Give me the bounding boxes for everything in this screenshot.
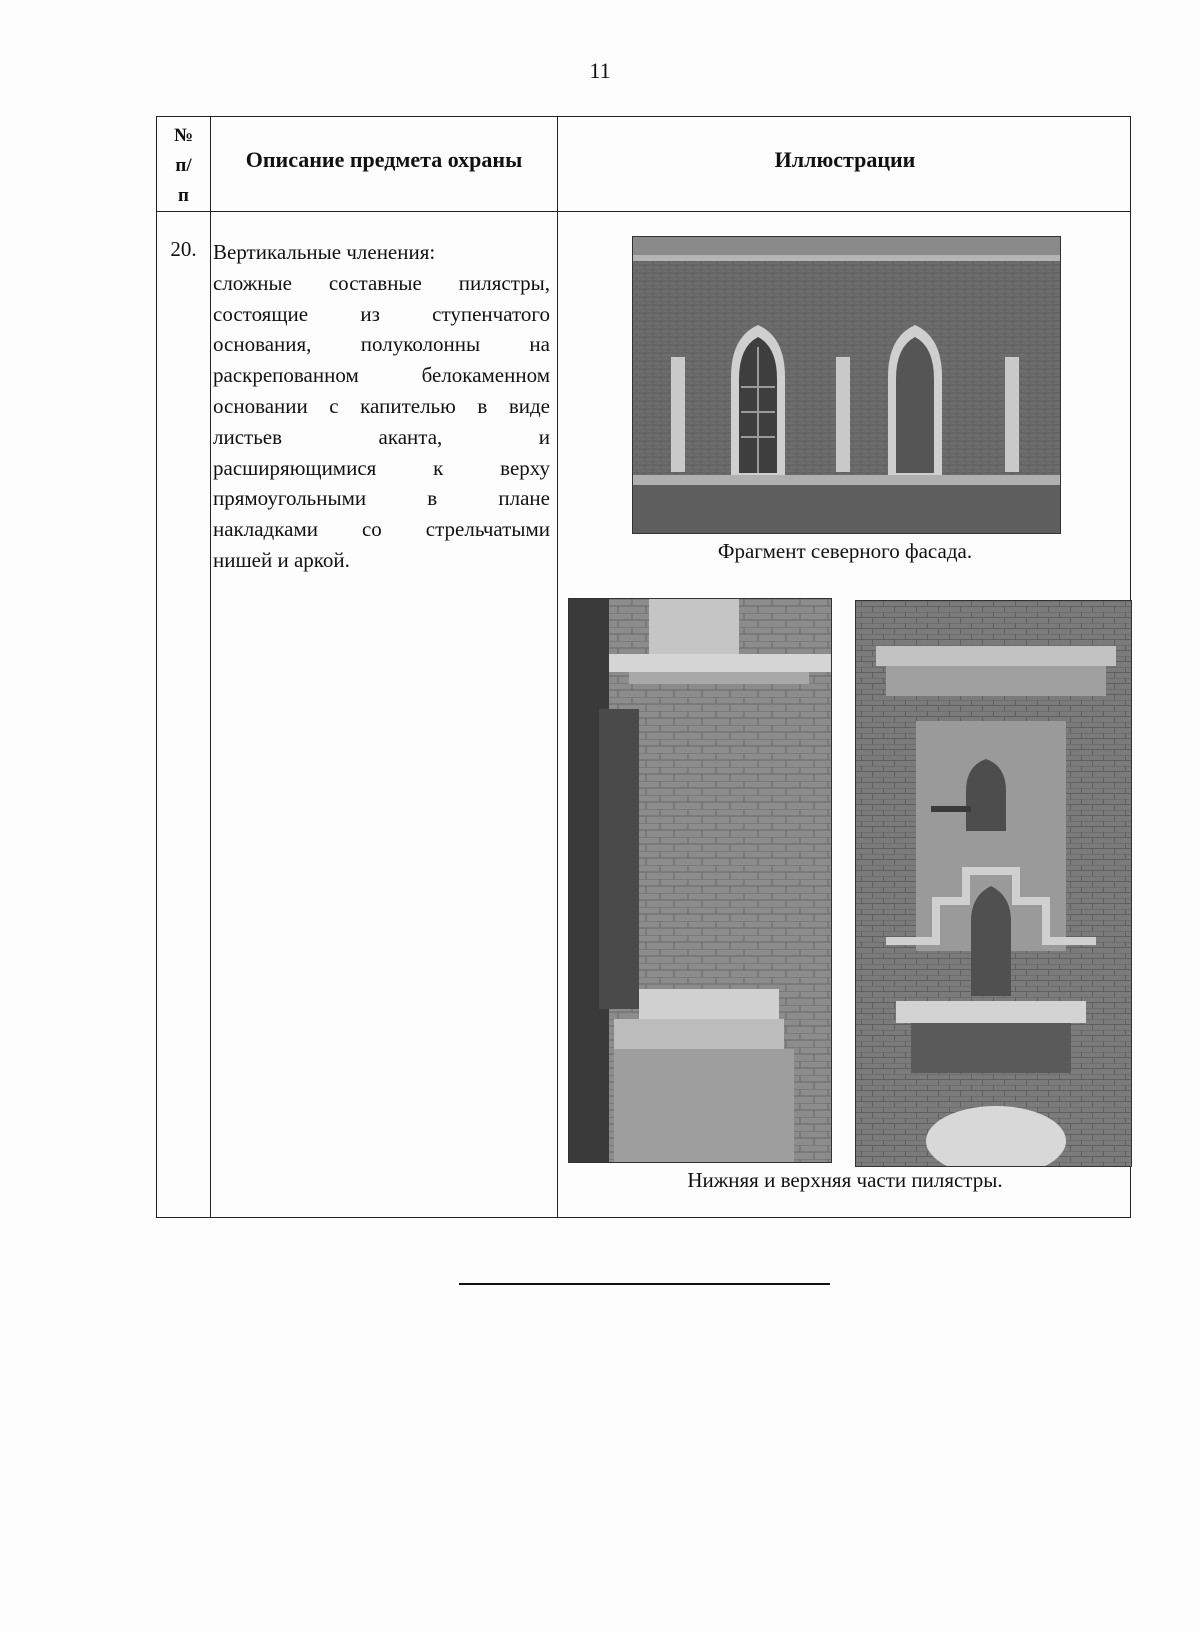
description-line: прямоугольными в плане: [213, 486, 550, 511]
description-line: состоящие из ступенчатого: [213, 301, 550, 326]
closing-rule: [459, 1283, 830, 1285]
header-divider: [157, 211, 1130, 212]
row-number: 20.: [170, 237, 197, 261]
description-line: основания, полуколонны на: [213, 332, 550, 357]
header-description: Описание предмета охраны: [245, 147, 523, 172]
description-line: расширяющимися к верху: [213, 455, 550, 480]
column-divider: [210, 117, 211, 1217]
header-illustrations: Иллюстрации: [774, 147, 916, 172]
header-number-line: п: [178, 185, 189, 206]
description-line: нишей и аркой.: [213, 547, 350, 572]
description-line: листьев аканта, и: [213, 424, 550, 449]
pilaster-caption: Нижняя и верхняя части пилястры.: [687, 1168, 1003, 1192]
description-line: сложные составные пилястры,: [213, 270, 550, 295]
protection-subject-table: [156, 116, 1131, 1218]
header-number-line: №: [173, 125, 194, 146]
north-facade-photo: [632, 236, 1061, 534]
description-line: раскрепованном белокаменном: [213, 363, 550, 388]
header-number-line: п/: [175, 155, 192, 176]
header-number: [157, 121, 210, 211]
description-line: основании с капителью в виде: [213, 393, 550, 418]
row-description: [213, 237, 550, 576]
column-divider: [557, 117, 558, 1217]
description-line: Вертикальные членения:: [213, 240, 436, 264]
description-line: накладками со стрельчатыми: [213, 517, 550, 542]
pilaster-upper-photo: [855, 600, 1132, 1167]
pilaster-lower-photo: [568, 598, 832, 1163]
north-facade-caption: Фрагмент северного фасада.: [717, 539, 973, 563]
page-number: 11: [589, 58, 611, 83]
